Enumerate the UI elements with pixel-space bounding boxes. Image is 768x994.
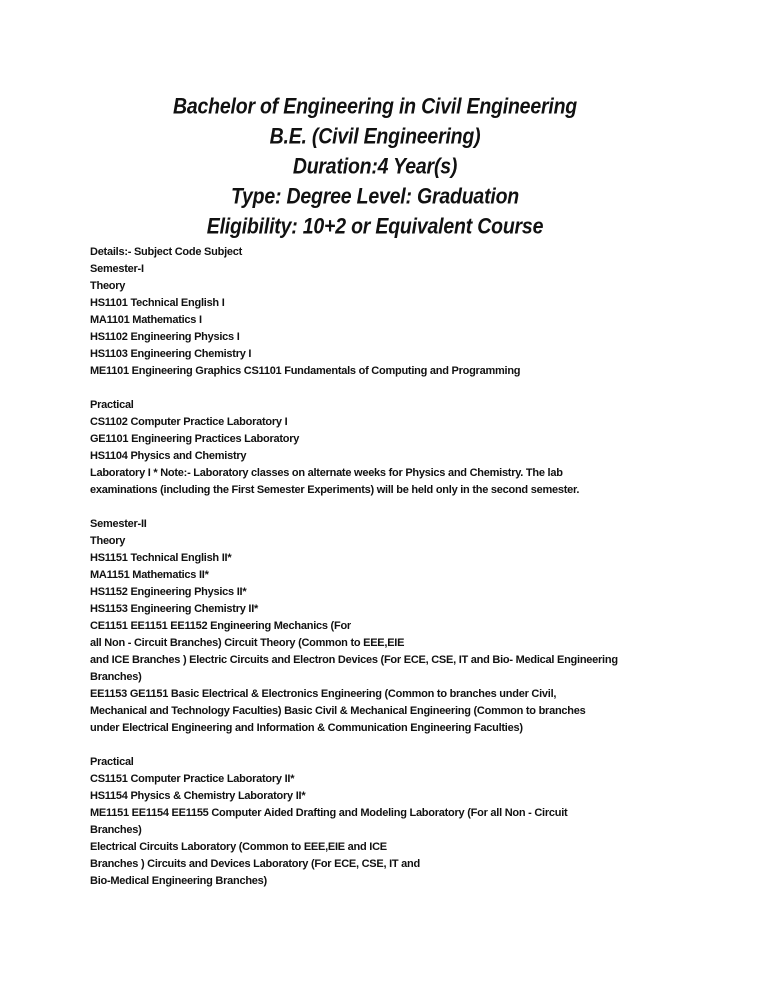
subject-line: CE1151 EE1151 EE1152 Engineering Mechanics (For	[90, 620, 351, 632]
subject-line: HS1152 Engineering Physics II*	[90, 586, 247, 598]
subject-line: CS1102 Computer Practice Laboratory I	[90, 416, 288, 428]
subject-line: Mechanical and Technology Faculties) Basic Civil & Mechanical Engineering (Common to branches	[90, 705, 586, 717]
semester-1-theory-label: Theory	[90, 280, 126, 292]
note-line: Laboratory I * Note:- Laboratory classes on alternate weeks for Physics and Chemistry. The lab	[90, 467, 563, 479]
subject-line: HS1104 Physics and Chemistry	[90, 450, 247, 462]
course-abbrev: B.E. (Civil Engineering)	[269, 124, 481, 150]
document-title-block	[0, 92, 750, 242]
subject-line: Branches)	[90, 671, 142, 683]
subject-line: ME1101 Engineering Graphics CS1101 Fundamentals of Computing and Programming	[90, 365, 521, 377]
course-type: Type: Degree Level: Graduation	[230, 184, 519, 210]
subject-line: EE1153 GE1151 Basic Electrical & Electronics Engineering (Common to branches under Civil,	[90, 688, 557, 700]
subject-line: ME1151 EE1154 EE1155 Computer Aided Drafting and Modeling Laboratory (For all Non - Circuit	[90, 807, 568, 819]
subject-line: Branches)	[90, 824, 142, 836]
subject-line: MA1101 Mathematics I	[90, 314, 202, 326]
subject-line: MA1151 Mathematics II*	[90, 569, 209, 581]
subject-line: CS1151 Computer Practice Laboratory II*	[90, 773, 295, 785]
semester-2-theory-label: Theory	[90, 535, 126, 547]
subject-line: and ICE Branches ) Electric Circuits and Electron Devices (For ECE, CSE, IT and Bio- Medical Engineering	[90, 654, 618, 666]
subject-line: Electrical Circuits Laboratory (Common to EEE,EIE and ICE	[90, 841, 387, 853]
subject-line: HS1102 Engineering Physics I	[90, 331, 240, 343]
spacer	[90, 737, 710, 754]
course-duration: Duration:4 Year(s)	[292, 154, 458, 180]
semester-2-heading: Semester-II	[90, 518, 147, 530]
details-heading: Details:- Subject Code Subject	[90, 246, 243, 258]
subject-line: Bio-Medical Engineering Branches)	[90, 875, 267, 887]
subject-line: HS1153 Engineering Chemistry II*	[90, 603, 259, 615]
subject-line: under Electrical Engineering and Information & Communication Engineering Faculties)	[90, 722, 523, 734]
subject-line: HS1101 Technical English I	[90, 297, 225, 309]
semester-1-heading: Semester-I	[90, 263, 144, 275]
document-body	[90, 244, 710, 890]
course-title: Bachelor of Engineering in Civil Engineering	[172, 94, 577, 120]
subject-line: GE1101 Engineering Practices Laboratory	[90, 433, 300, 445]
note-line: examinations (including the First Semester Experiments) will be held only in the second semester.	[90, 484, 580, 496]
subject-line: HS1103 Engineering Chemistry I	[90, 348, 252, 360]
subject-line: HS1154 Physics & Chemistry Laboratory II*	[90, 790, 306, 802]
semester-2-practical-label: Practical	[90, 756, 134, 768]
semester-1-practical-label: Practical	[90, 399, 134, 411]
subject-line: Branches ) Circuits and Devices Laboratory (For ECE, CSE, IT and	[90, 858, 420, 870]
subject-line: HS1151 Technical English II*	[90, 552, 232, 564]
spacer	[90, 499, 710, 516]
spacer	[90, 380, 710, 397]
course-eligibility: Eligibility: 10+2 or Equivalent Course	[206, 214, 544, 240]
subject-line: all Non - Circuit Branches) Circuit Theory (Common to EEE,EIE	[90, 637, 405, 649]
